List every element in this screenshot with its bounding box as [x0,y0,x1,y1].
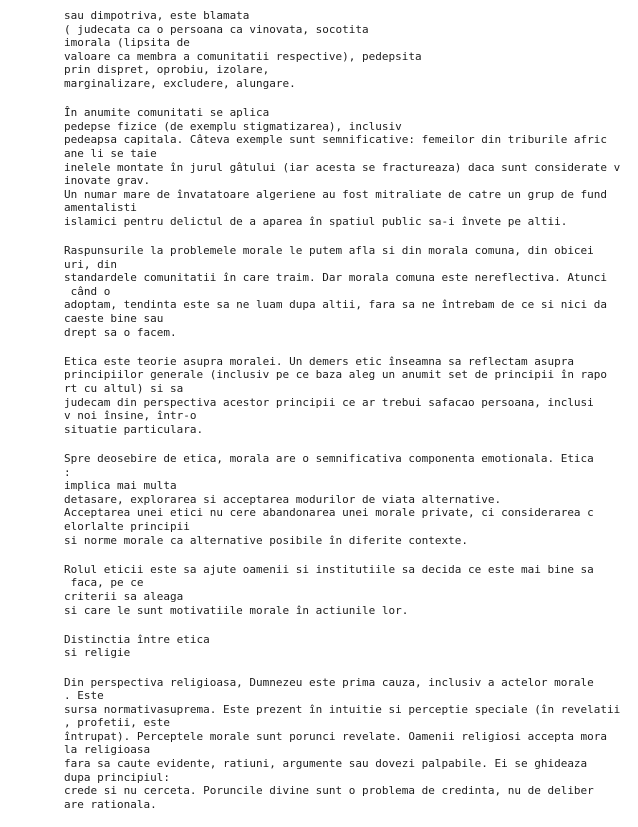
text-line: faca, pe ce [64,576,144,590]
paragraph-religious-perspective [64,676,638,812]
text-line: marginalizare, excludere, alungare. [64,76,296,90]
text-line: ane li se taie [64,146,157,160]
text-line: întrupat). Perceptele morale sunt porunci revelate. Oamenii religiosi accepta mora [64,729,608,743]
paragraph-physical-punishment [64,106,638,228]
text-line: imorala (lipsita de [64,36,190,50]
text-line: . Este [64,689,104,703]
text-line: islamici pentru delictul de a aparea în spatiul public sa-i învete pe altii. [64,214,568,228]
text-line: sursa normativasuprema. Este prezent în intuitie si perceptie speciale (în revelatii [64,702,621,716]
paragraph-ethics-vs-morality [64,452,638,547]
text-line: criterii sa aleaga [64,589,184,603]
text-line: uri, din [64,257,117,271]
text-line: Acceptarea unei etici nu cere abandonarea unei morale private, ci considerarea c [64,506,594,520]
text-line: valoare ca membra a comunitatii respective), pedepsita [64,49,422,63]
text-line: ( judecata ca o persoana ca vinovata, socotita [64,22,369,36]
text-line: inovate grav. [64,174,151,188]
text-line: dupa principiul: [64,770,170,784]
text-line: pedepse fizice (de exemplu stigmatizarea), inclusiv [64,119,402,133]
text-line: situatie particulara. [64,422,204,436]
text-line: are rationala. [64,797,157,811]
text-line: fara sa caute evidente, ratiuni, argumente sau dovezi palpabile. Ei se ghideaza [64,757,588,771]
text-line: prin dispret, oprobiu, izolare, [64,63,270,77]
document-page [64,9,638,827]
paragraph-role-of-ethics [64,563,638,617]
text-line: Un numar mare de învatatoare algeriene au fost mitraliate de catre un grup de fund [64,187,608,201]
text-line: adoptam, tendinta este sa ne luam dupa altii, fara sa ne întrebam de ce si nici da [64,298,608,312]
text-line: si religie [64,646,131,660]
text-line: si norme morale ca alternative posibile în diferite contexte. [64,533,468,547]
text-line: În anumite comunitati se aplica [64,106,270,120]
text-line: principiilor generale (inclusiv pe ce baza aleg un anumit set de principii în rapo [64,368,608,382]
text-line: sau dimpotriva, este blamata [64,9,250,22]
text-line: amentalisti [64,201,137,215]
text-line: : [64,465,71,479]
text-line: , profetii, este [64,716,170,730]
text-line: implica mai multa [64,479,177,493]
text-line: standardele comunitatii în care traim. Dar morala comuna este nereflectiva. Atunci [64,271,608,285]
text-line: crede si nu cerceta. Poruncile divine sunt o problema de credinta, nu de deliber [64,784,594,798]
text-line: caeste bine sau [64,312,164,326]
text-line: pedeapsa capitala. Câteva exemple sunt semnificative: femeilor din triburile afric [64,133,608,147]
text-line: drept sa o facem. [64,325,177,339]
text-line: rt cu altul) si sa [64,382,184,396]
text-line: si care le sunt motivatiile morale în actiunile lor. [64,603,409,617]
text-line: judecam din perspectiva acestor principii ce ar trebui safacao persoana, inclusi [64,395,594,409]
text-line: Etica este teorie asupra moralei. Un demers etic înseamna sa reflectam asupra [64,354,574,368]
paragraph-common-morality [64,244,638,339]
text-line: la religioasa [64,743,151,757]
text-line: Spre deosebire de etica, morala are o semnificativa componenta emotionala. Etica [64,452,594,465]
text-line: inelele montate în jurul gâtului (iar acesta se fractureaza) daca sunt considerate v [64,160,621,174]
text-line: elorlalte principii [64,519,190,533]
text-line: Raspunsurile la problemele morale le putem afla si din morala comuna, din obicei [64,244,594,258]
text-line: detasare, explorarea si acceptarea modurilor de viata alternative. [64,492,502,506]
text-line: Rolul eticii este sa ajute oamenii si institutiile sa decida ce este mai bine sa [64,562,594,576]
section-heading-ethics-religion [64,633,638,660]
paragraph-blame [64,9,638,91]
text-line: v noi însine, într-o [64,409,197,423]
text-line: când o [64,284,111,298]
text-line: Distinctia între etica [64,632,210,646]
paragraph-ethics-definition [64,355,638,437]
text-line: Din perspectiva religioasa, Dumnezeu este prima cauza, inclusiv a actelor morale [64,675,594,689]
